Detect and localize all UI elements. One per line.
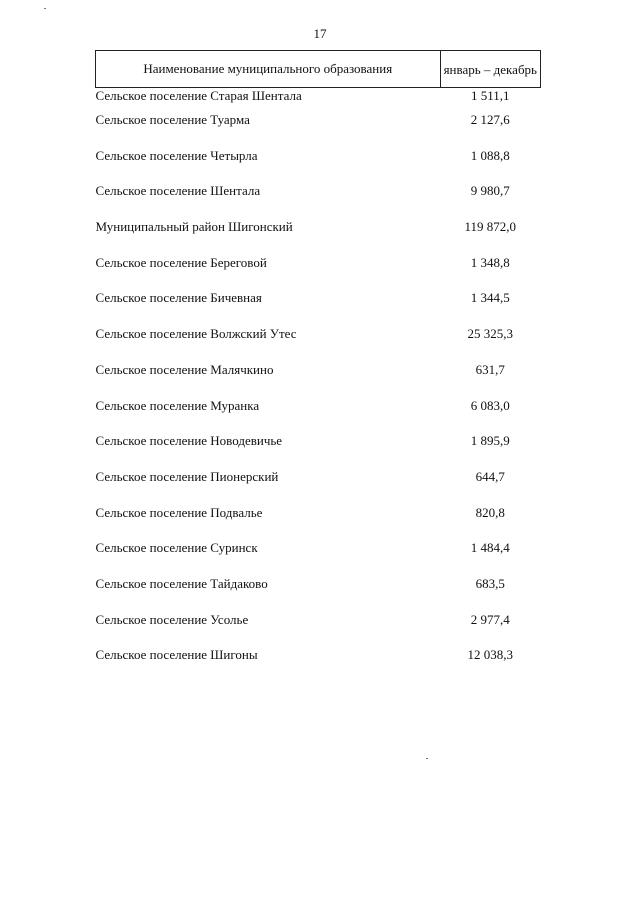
row-name: Сельское поселение Малячкино bbox=[95, 361, 274, 377]
row-value: 683,5 bbox=[475, 575, 505, 591]
table-row bbox=[96, 362, 541, 398]
scan-speck bbox=[44, 8, 46, 9]
row-name: Сельское поселение Старая Шентала bbox=[95, 88, 302, 103]
row-name: Сельское поселение Волжский Утес bbox=[95, 326, 297, 342]
row-value: 1 511,1 bbox=[471, 88, 510, 103]
column-header-period: январь – декабрь bbox=[440, 51, 540, 88]
table-row bbox=[96, 576, 541, 612]
row-value: 1 344,5 bbox=[470, 290, 510, 306]
table-row bbox=[96, 469, 541, 505]
row-name: Сельское поселение Береговой bbox=[95, 254, 267, 270]
page-number: 17 bbox=[313, 26, 327, 41]
row-name: Сельское поселение Пионерский bbox=[95, 468, 279, 484]
row-value: 1 088,8 bbox=[470, 147, 510, 163]
table-row bbox=[96, 540, 541, 576]
table-row bbox=[96, 148, 541, 184]
row-value: 1 348,8 bbox=[470, 254, 510, 270]
table-row bbox=[96, 326, 541, 362]
row-value: 1 484,4 bbox=[470, 540, 510, 556]
budget-table bbox=[95, 50, 541, 683]
row-value: 2 127,6 bbox=[470, 112, 510, 127]
table-row bbox=[96, 255, 541, 291]
table-row bbox=[96, 290, 541, 326]
row-name: Сельское поселение Шигоны bbox=[95, 647, 258, 663]
table-row bbox=[96, 88, 541, 113]
row-value: 1 895,9 bbox=[470, 433, 510, 449]
row-name: Сельское поселение Бичевная bbox=[95, 290, 262, 306]
table-row bbox=[96, 505, 541, 541]
table-row bbox=[96, 183, 541, 219]
row-value: 2 977,4 bbox=[470, 611, 510, 627]
row-name: Сельское поселение Суринск bbox=[95, 540, 258, 556]
row-value: 644,7 bbox=[475, 468, 505, 484]
row-value: 9 980,7 bbox=[470, 183, 510, 199]
table-row bbox=[96, 219, 541, 255]
row-name: Сельское поселение Новодевичье bbox=[95, 433, 283, 449]
row-value: 119 872,0 bbox=[464, 219, 517, 235]
table-row bbox=[96, 647, 541, 683]
table-row bbox=[96, 612, 541, 648]
row-name: Сельское поселение Тайдаково bbox=[95, 575, 268, 591]
row-name: Сельское поселение Муранка bbox=[95, 397, 260, 413]
column-header-name: Наименование муниципального образования bbox=[96, 51, 441, 88]
table-row bbox=[96, 398, 541, 434]
row-name: Сельское поселение Усолье bbox=[95, 611, 249, 627]
row-value: 25 325,3 bbox=[467, 326, 514, 342]
row-name: Сельское поселение Подвалье bbox=[95, 504, 263, 520]
row-value: 12 038,3 bbox=[467, 647, 514, 663]
row-value: 6 083,0 bbox=[470, 397, 510, 413]
table-header-row bbox=[96, 51, 541, 88]
table-row bbox=[96, 112, 541, 148]
row-name: Сельское поселение Шентала bbox=[95, 183, 261, 199]
row-name: Муниципальный район Шигонский bbox=[95, 219, 293, 235]
row-name: Сельское поселение Четырла bbox=[95, 147, 258, 163]
scan-speck bbox=[426, 758, 428, 759]
row-name: Сельское поселение Туарма bbox=[95, 112, 250, 127]
row-value: 631,7 bbox=[475, 361, 505, 377]
table-row bbox=[96, 433, 541, 469]
row-value: 820,8 bbox=[475, 504, 505, 520]
